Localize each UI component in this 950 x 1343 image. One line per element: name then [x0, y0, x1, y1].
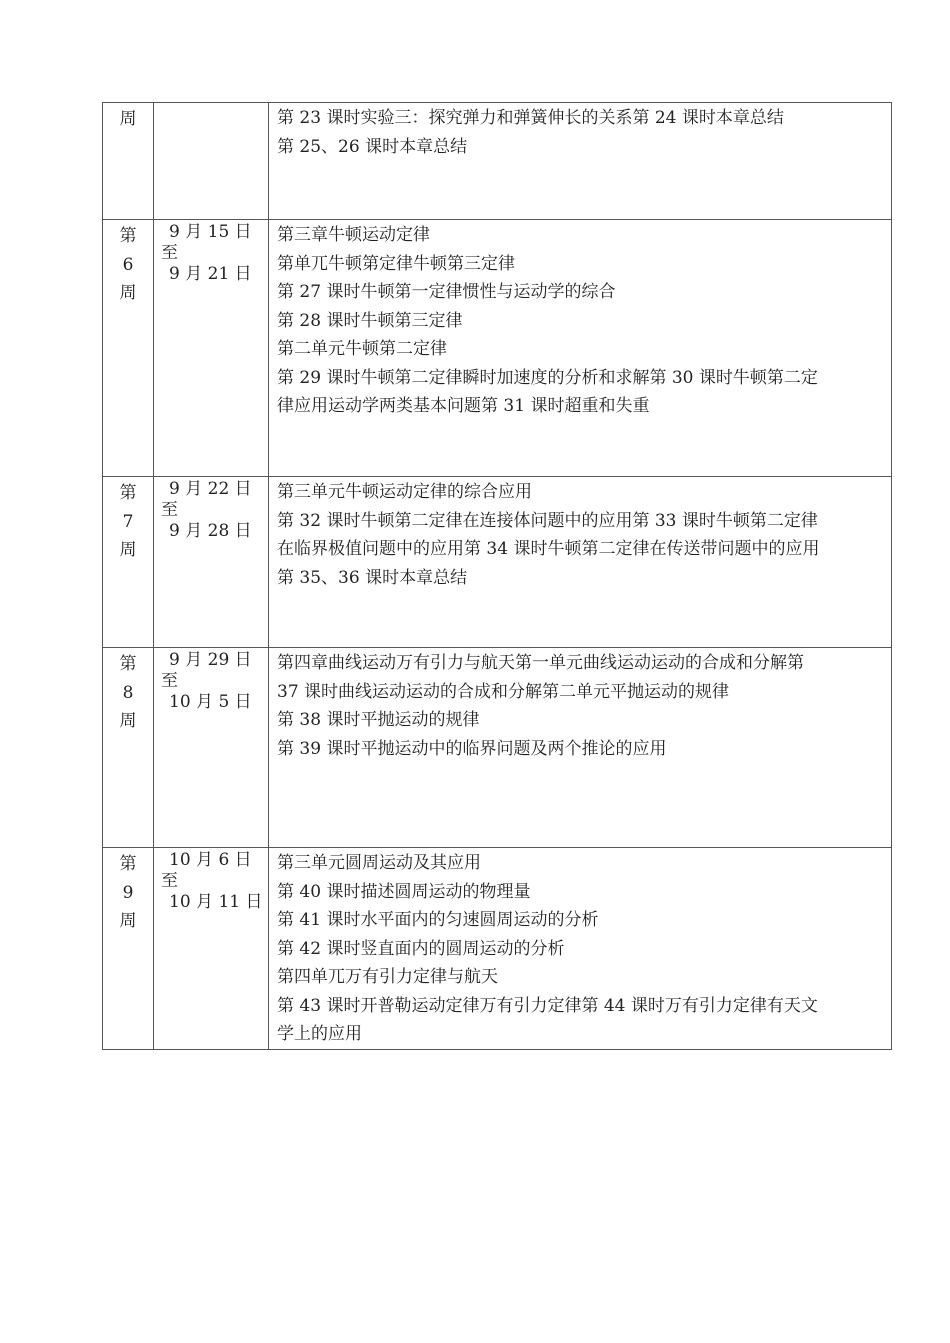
content-line: 第二单元牛顿第二定律	[277, 339, 447, 359]
content-line: 第四章曲线运动万有引力与航天第一单元曲线运动运动的合成和分解第	[277, 653, 804, 673]
content-line: 37 课时曲线运动运动的合成和分解第二单元平抛运动的规律	[277, 681, 730, 702]
date-end: 10 月 11 日	[169, 892, 263, 912]
content-line: 学上的应用	[277, 1024, 362, 1044]
content-line: 第 42 课时竖直面内的圆周运动的分析	[277, 938, 565, 959]
date-separator: 至	[161, 500, 178, 520]
week-cell	[103, 103, 154, 220]
content-cell	[269, 103, 892, 220]
week-number: 9	[122, 882, 134, 903]
table-row	[103, 477, 892, 648]
date-separator: 至	[161, 243, 178, 263]
date-cell	[154, 103, 269, 220]
date-end: 10 月 5 日	[169, 692, 252, 712]
date-separator: 至	[161, 671, 178, 691]
content-line: 第 39 课时平抛运动中的临界问题及两个推论的应用	[277, 738, 667, 759]
content-line: 第 32 课时牛顿第二定律在连接体问题中的应用第 33 课时牛顿第二定律	[277, 510, 818, 531]
week-text: 第	[119, 226, 137, 246]
content-line: 第 23 课时实验三：探究弹力和弹簧伸长的关系第 24 课时本章总结	[277, 108, 784, 128]
content-line: 第四单兀万有引力定律与航天	[277, 967, 498, 987]
content-line: 第 25、26 课时本章总结	[277, 136, 468, 157]
date-start: 9 月 15 日	[169, 222, 252, 242]
week-number: 8	[122, 682, 134, 703]
content-line: 第单兀牛顿第定律牛顿第三定律	[277, 253, 515, 274]
content-cell	[269, 848, 892, 1050]
table-row	[103, 648, 892, 848]
date-cell	[154, 477, 269, 648]
week-text: 周	[119, 911, 137, 931]
week-cell	[103, 477, 154, 648]
table-row	[103, 848, 892, 1050]
week-cell	[103, 848, 154, 1050]
content-cell	[269, 648, 892, 848]
date-cell	[154, 848, 269, 1050]
week-text: 周	[119, 540, 137, 560]
week-text: 第	[119, 654, 137, 674]
week-text: 周	[119, 283, 137, 303]
date-start: 9 月 22 日	[169, 479, 252, 499]
content-line: 第三单元圆周运动及其应用	[277, 853, 481, 873]
week-cell	[103, 220, 154, 477]
table-row	[103, 220, 892, 477]
content-line: 第 41 课时水平面内的匀速圆周运动的分析	[277, 910, 599, 930]
table-row	[103, 103, 892, 220]
content-line: 律应用运动学两类基本问题第 31 课时超重和失重	[277, 396, 650, 416]
date-cell	[154, 220, 269, 477]
content-line: 第三章牛顿运动定律	[277, 225, 430, 245]
schedule-table	[102, 102, 892, 1050]
content-line: 第 28 课时牛顿第三定律	[277, 310, 463, 331]
week-cell	[103, 648, 154, 848]
date-end: 9 月 28 日	[169, 521, 252, 541]
content-line: 第 38 课时平抛运动的规律	[277, 710, 480, 730]
content-cell	[269, 477, 892, 648]
date-start: 9 月 29 日	[169, 650, 252, 670]
date-start: 10 月 6 日	[169, 850, 252, 870]
content-line: 第 43 课时开普勒运动定律万有引力定律第 44 课时万有引力定律有天文	[277, 995, 818, 1016]
week-text: 周	[119, 109, 137, 129]
week-number: 7	[122, 511, 134, 532]
content-line: 第 35、36 课时本章总结	[277, 567, 468, 588]
date-cell	[154, 648, 269, 848]
content-line: 第 29 课时牛顿第二定律瞬时加速度的分析和求解第 30 课时牛顿第二定	[277, 367, 818, 388]
date-end: 9 月 21 日	[169, 264, 252, 284]
content-line: 第三单元牛顿运动定律的综合应用	[277, 482, 532, 502]
content-line: 第 40 课时描述圆周运动的物理量	[277, 881, 531, 902]
content-line: 第 27 课时牛顿第一定律惯性与运动学的综合	[277, 282, 616, 302]
content-line: 在临界极值问题中的应用第 34 课时牛顿第二定律在传送带问题中的应用	[277, 539, 820, 559]
date-separator: 至	[161, 871, 178, 891]
week-text: 第	[119, 854, 137, 874]
week-number: 6	[122, 254, 134, 275]
content-cell	[269, 220, 892, 477]
week-text: 周	[119, 711, 137, 731]
week-text: 第	[119, 483, 137, 503]
